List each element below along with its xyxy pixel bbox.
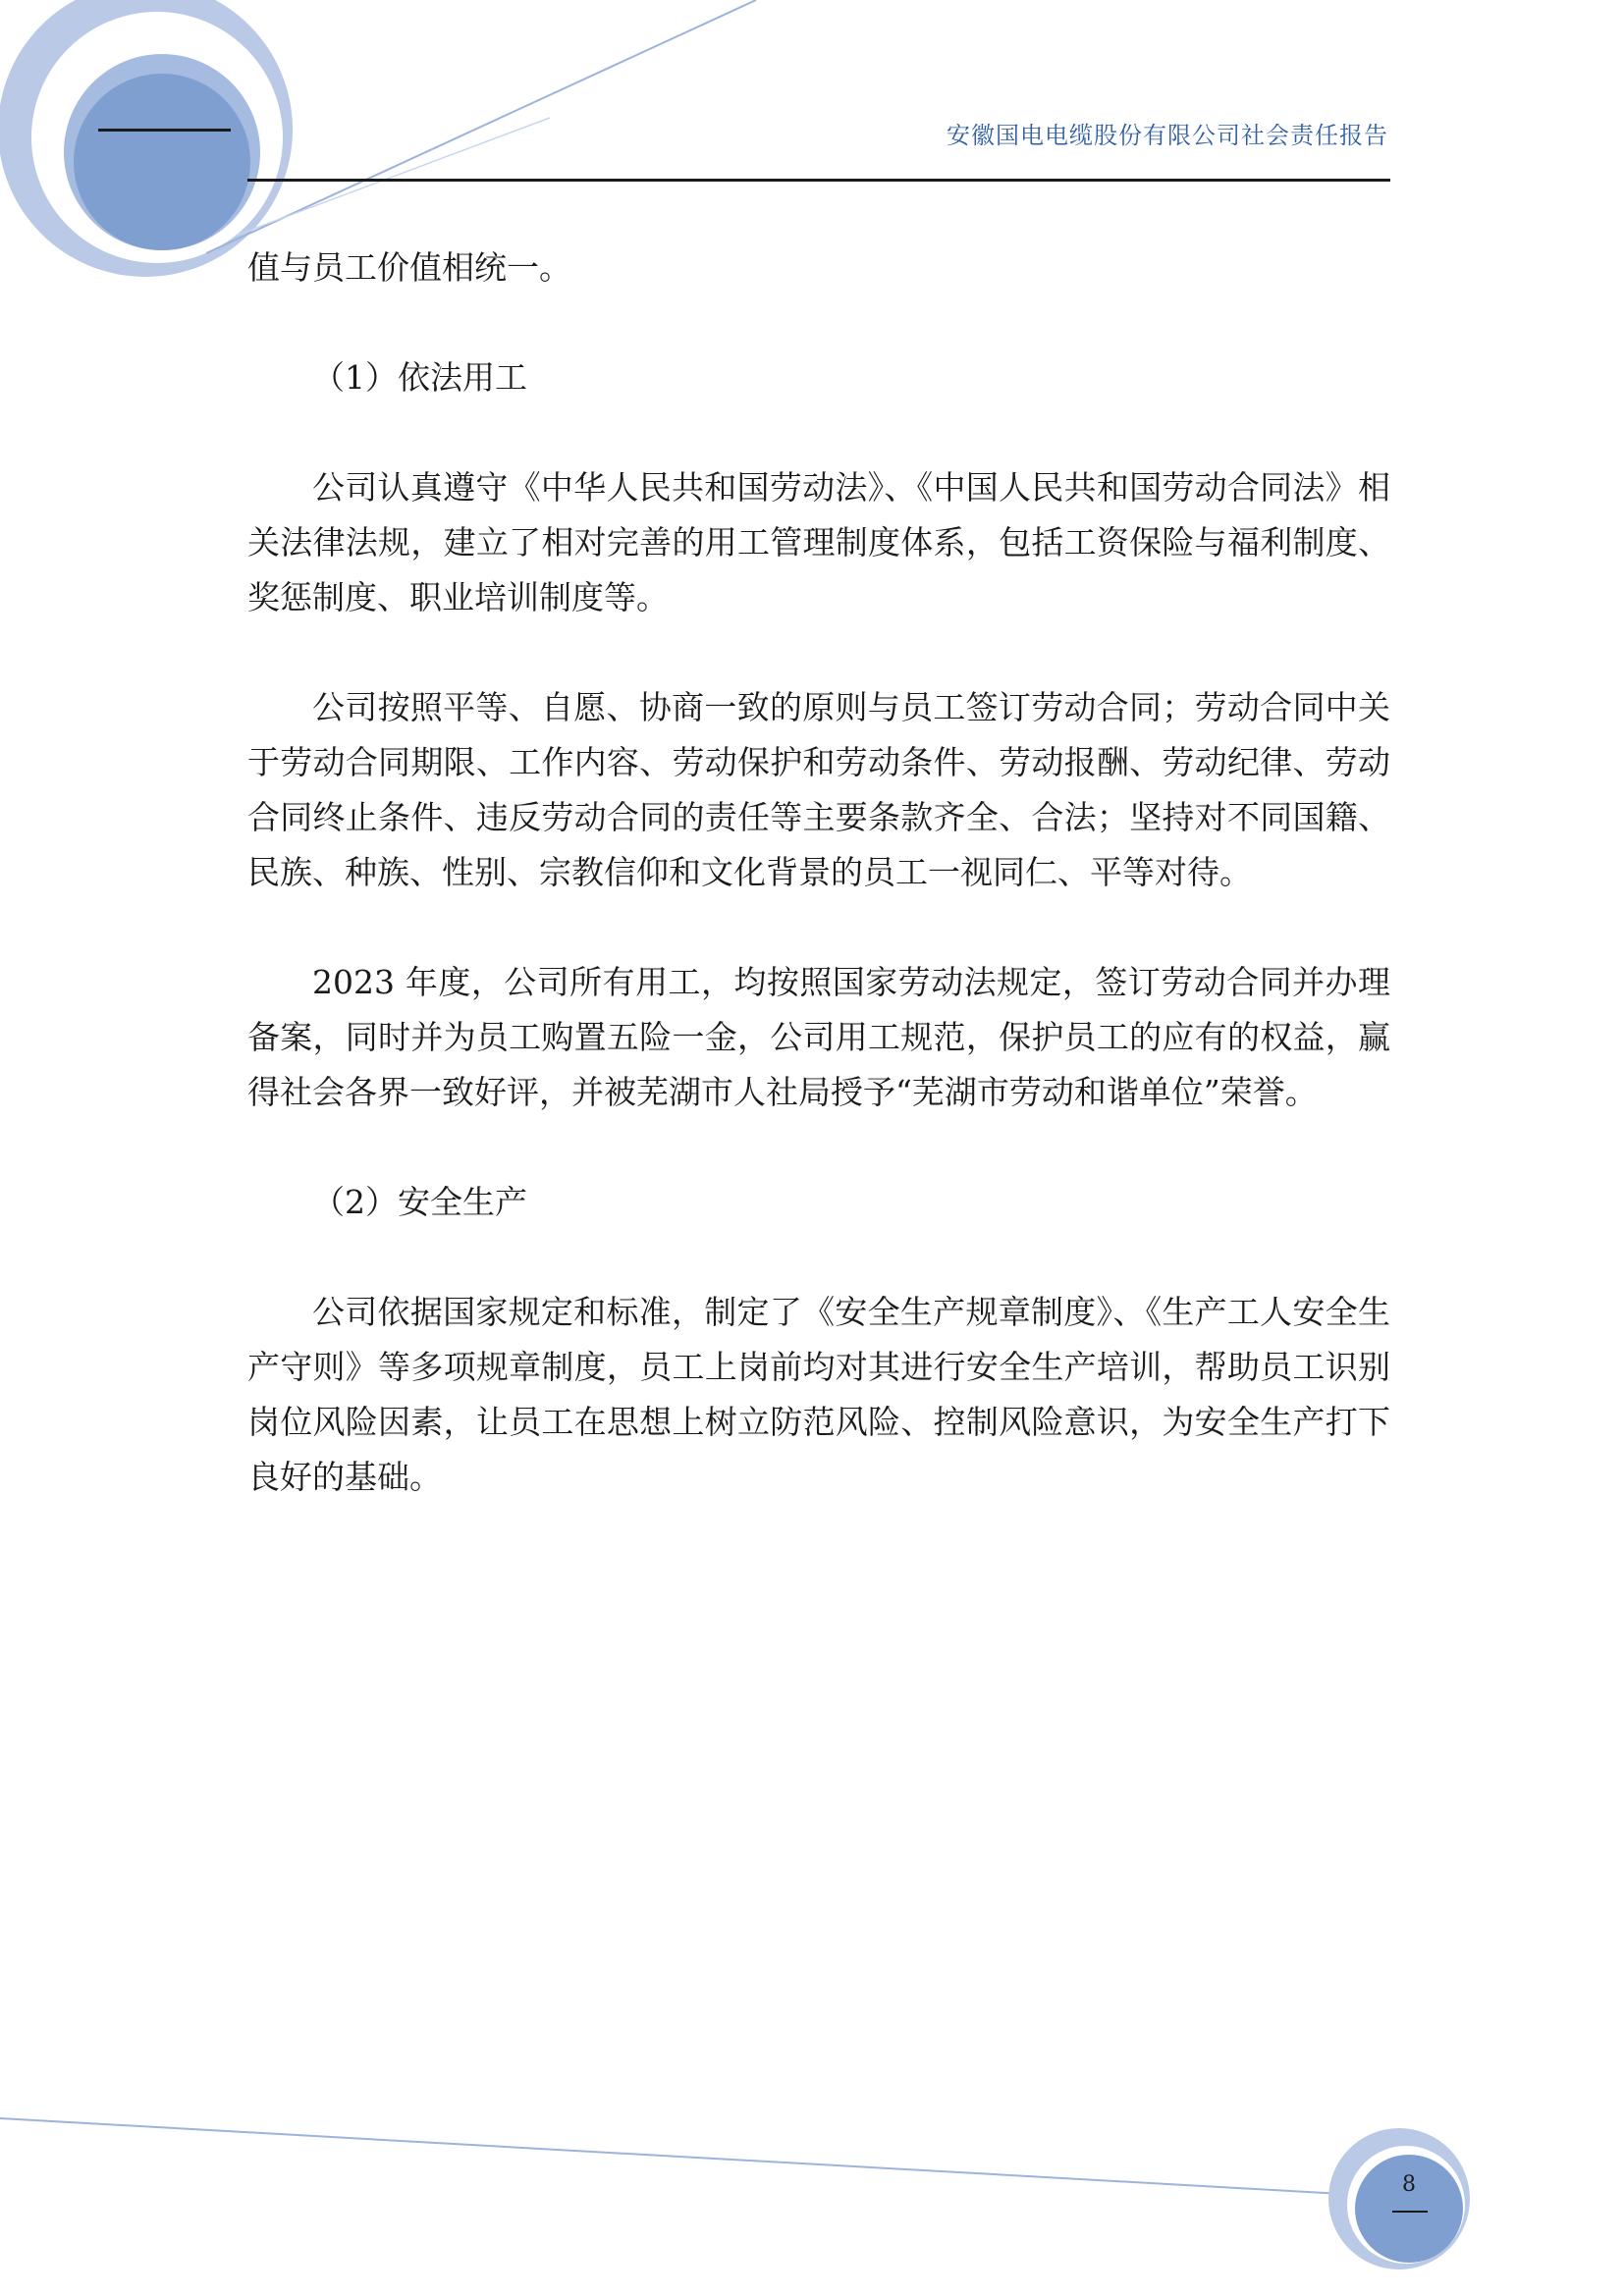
page-body [247, 240, 1390, 1560]
top-circle-decoration [0, 0, 293, 277]
page-number-underline [1392, 2211, 1428, 2213]
report-title: 安徽国电电缆股份有限公司社会责任报告 [947, 122, 1388, 149]
paragraph: 2023 年度，公司所有用工，均按照国家劳动法规定，签订劳动合同并办理备案，同时并为员工购置五险一金，公司用工规范，保护员工的应有的权益，赢得社会各界一致好评，并被芜湖市人社局授予“芜湖市劳动和谐单位”荣誉。 [247, 963, 1390, 1111]
header-divider [247, 179, 1390, 182]
paragraph: 公司依据国家规定和标准，制定了《安全生产规章制度》、《生产工人安全生产守则》等多项规章制度，员工上岗前均对其进行安全生产培训，帮助员工识别岗位风险因素，让员工在思想上树立防范风险、控制风险意识，为安全生产打下良好的基础。 [247, 1293, 1390, 1496]
paragraph-continuation: 值与员工价值相统一。 [247, 248, 571, 287]
paragraph: 公司认真遵守《中华人民共和国劳动法》、《中国人民共和国劳动合同法》相关法律法规，建立了相对完善的用工管理制度体系，包括工资保险与福利制度、奖惩制度、职业培训制度等。 [247, 468, 1390, 616]
page-number: 8 [1402, 2172, 1416, 2197]
footer-diagonal-line [0, 2118, 1394, 2197]
footer-circle-decoration [1328, 2128, 1470, 2269]
section-heading-1: （1）依法用工 [312, 358, 527, 397]
section-heading-2: （2）安全生产 [312, 1183, 527, 1221]
paragraph: 公司按照平等、自愿、协商一致的原则与员工签订劳动合同；劳动合同中关于劳动合同期限、工作内容、劳动保护和劳动条件、劳动报酬、劳动纪律、劳动合同终止条件、违反劳动合同的责任等主要条款齐全、合法；坚持对不同国籍、民族、种族、性别、宗教信仰和文化背景的员工一视同仁、平等对待。 [247, 688, 1390, 891]
header-logo-rule [98, 129, 231, 132]
